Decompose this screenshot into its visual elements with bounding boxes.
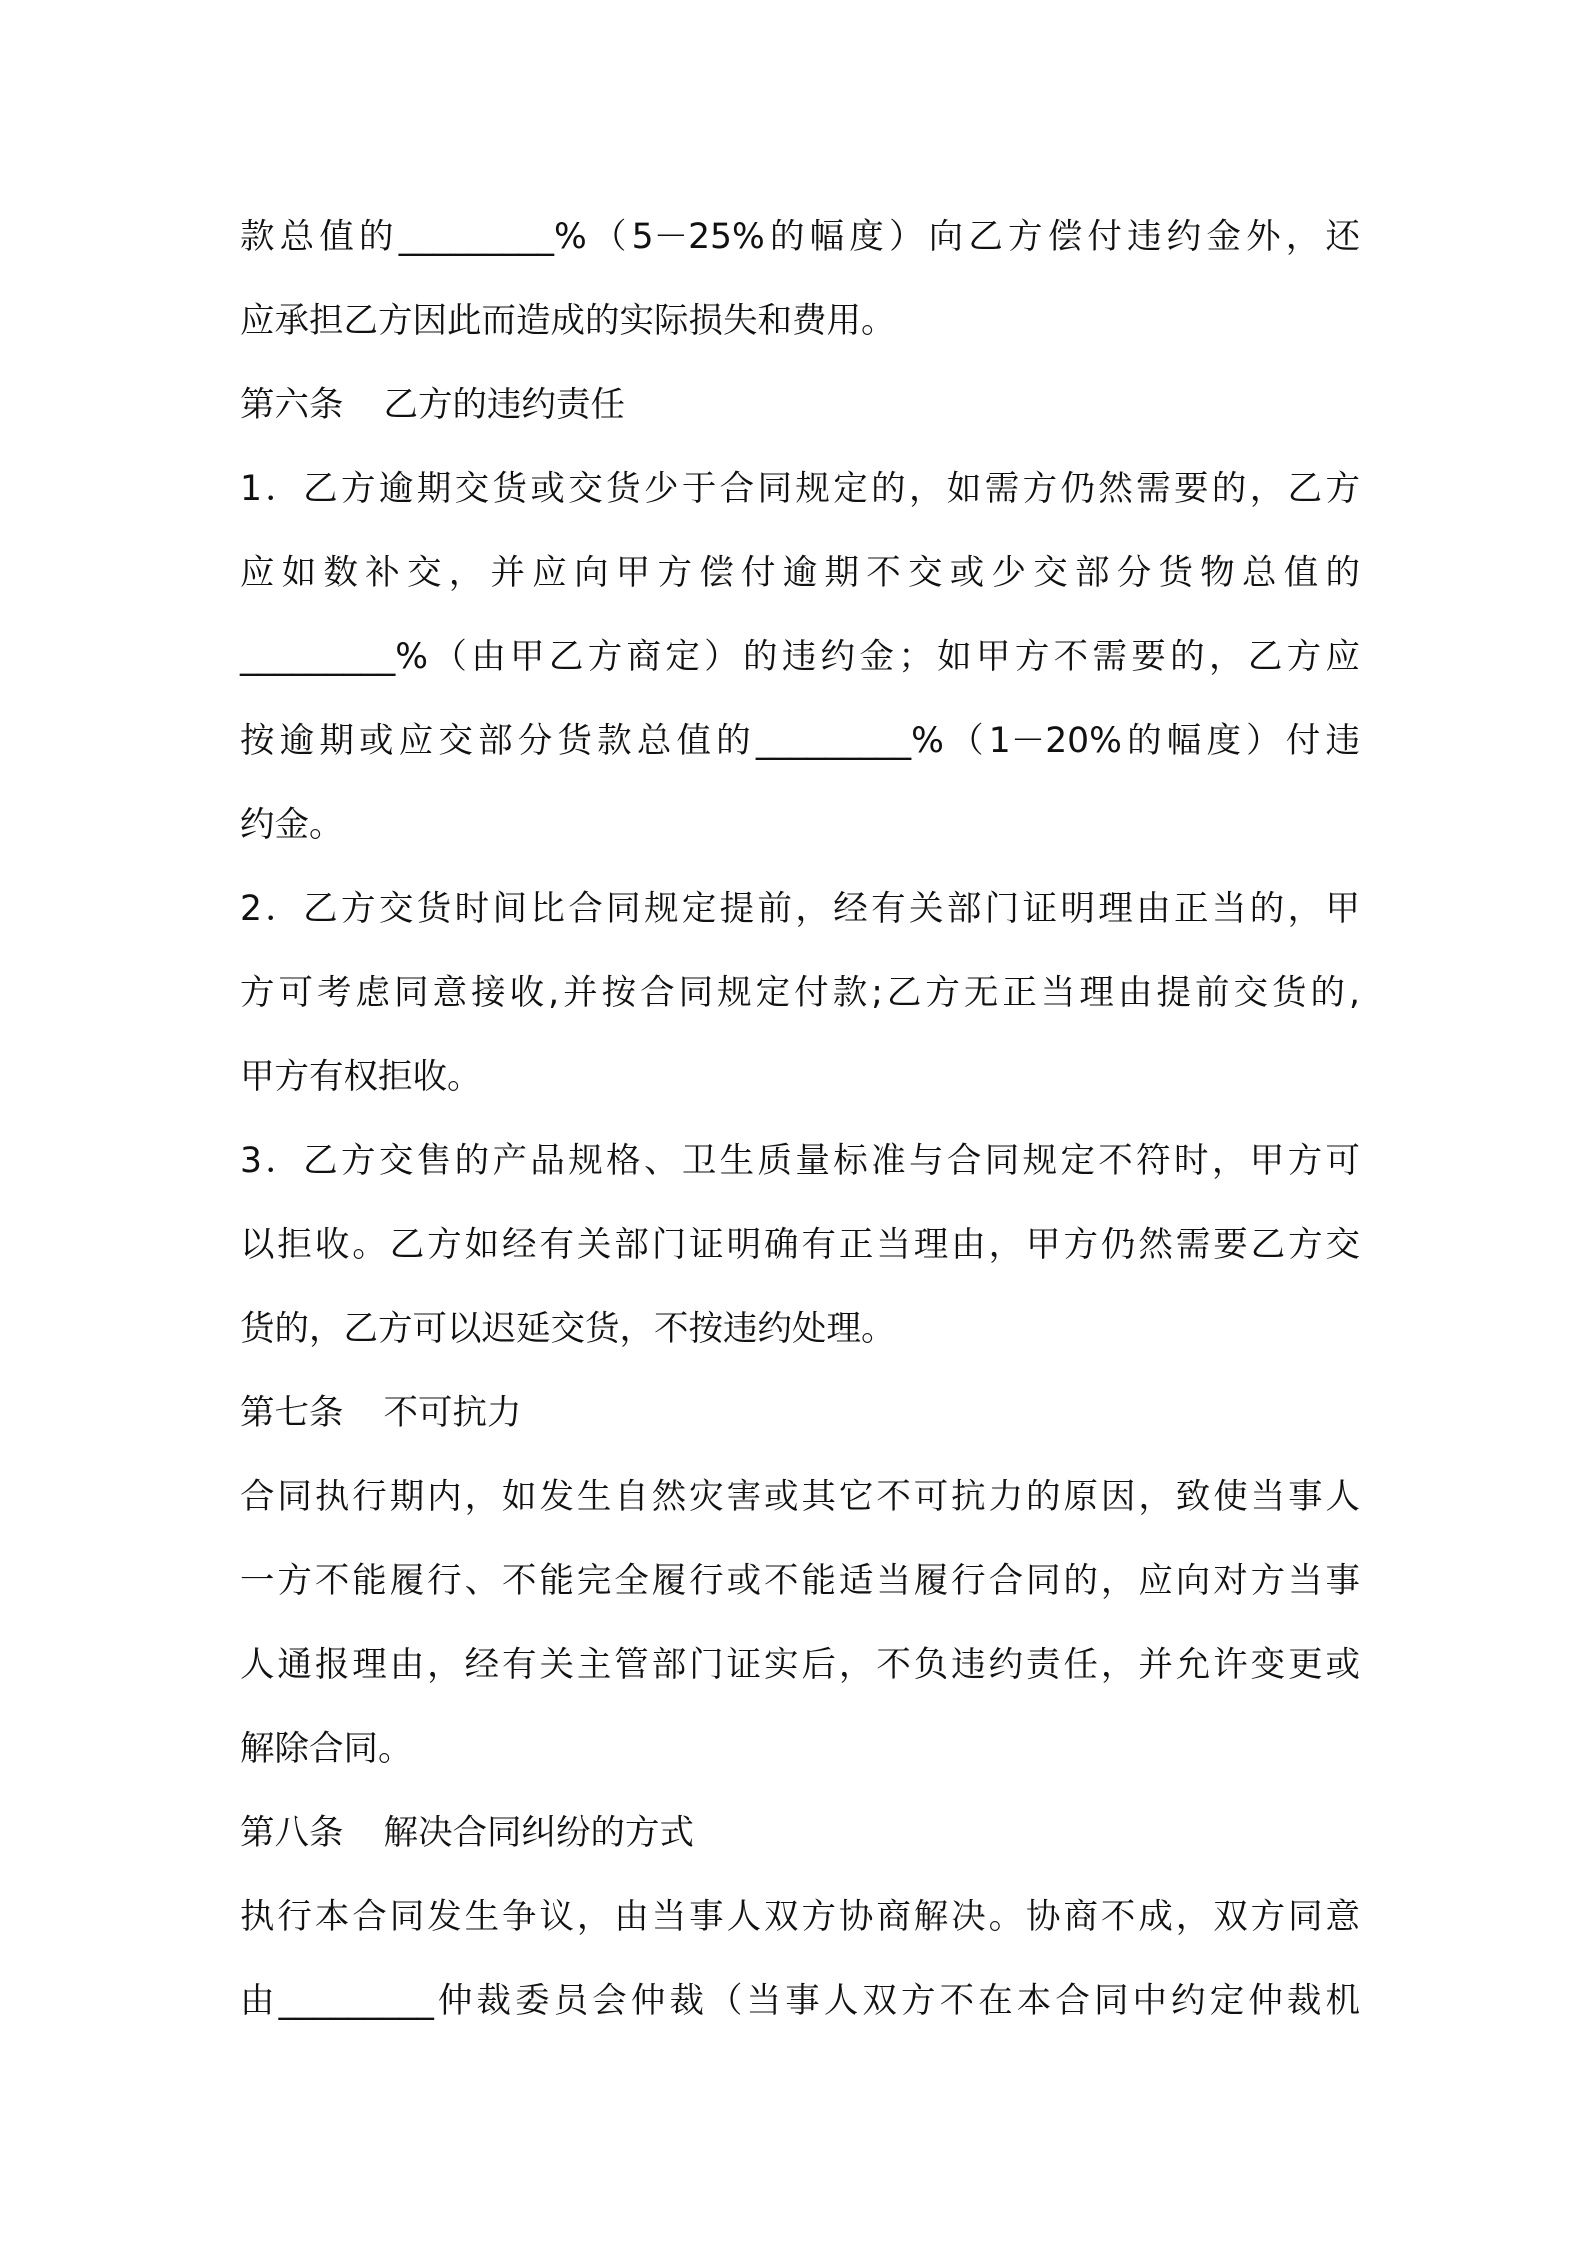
article-number: 第六条 (240, 385, 344, 425)
document-page (240, 195, 1360, 2043)
article-7-heading (240, 1371, 1360, 1455)
paragraph-line: 解除合同。 (240, 1729, 413, 1769)
article-8-heading (240, 1791, 1360, 1875)
paragraph-line: 货的，乙方可以迟延交货，不按违约处理。 (240, 1309, 896, 1349)
paragraph-line: 人通报理由，经有关主管部门证实后，不负违约责任，并允许变更或 (240, 1645, 1360, 1685)
paragraph-line: 方可考虑同意接收,并按合同规定付款;乙方无正当理由提前交货的, (240, 973, 1360, 1013)
paragraph-line: 应承担乙方因此而造成的实际损失和费用。 (240, 301, 896, 341)
paragraph-line: 由_________仲裁委员会仲裁（当事人双方不在本合同中约定仲裁机 (240, 1981, 1360, 2021)
paragraph-line: 2．乙方交货时间比合同规定提前，经有关部门证明理由正当的，甲 (240, 889, 1360, 929)
article-6-heading (240, 363, 1360, 447)
paragraph-line: 甲方有权拒收。 (240, 1057, 482, 1097)
article-number: 第七条 (240, 1393, 344, 1433)
paragraph-line: 约金。 (240, 805, 344, 845)
paragraph-line: _________%（由甲乙方商定）的违约金；如甲方不需要的，乙方应 (240, 637, 1360, 677)
paragraph-line: 合同执行期内，如发生自然灾害或其它不可抗力的原因，致使当事人 (240, 1477, 1360, 1517)
paragraph-line: 按逾期或应交部分货款总值的_________%（1－20%的幅度）付违 (240, 721, 1360, 761)
paragraph-line: 以拒收。乙方如经有关部门证明确有正当理由，甲方仍然需要乙方交 (240, 1225, 1360, 1265)
paragraph-line: 1．乙方逾期交货或交货少于合同规定的，如需方仍然需要的，乙方 (240, 469, 1360, 509)
paragraph-line: 执行本合同发生争议，由当事人双方协商解决。协商不成，双方同意 (240, 1897, 1360, 1937)
paragraph-line: 3．乙方交售的产品规格、卫生质量标准与合同规定不符时，甲方可 (240, 1141, 1360, 1181)
article-number: 第八条 (240, 1813, 344, 1853)
paragraph-line: 款总值的_________%（5－25%的幅度）向乙方偿付违约金外，还 (240, 217, 1360, 257)
article-title: 乙方的违约责任 (383, 385, 625, 425)
article-title: 解决合同纠纷的方式 (383, 1813, 694, 1853)
article-title: 不可抗力 (383, 1393, 522, 1433)
paragraph-line: 应如数补交，并应向甲方偿付逾期不交或少交部分货物总值的 (240, 553, 1360, 593)
paragraph-line: 一方不能履行、不能完全履行或不能适当履行合同的，应向对方当事 (240, 1561, 1360, 1601)
